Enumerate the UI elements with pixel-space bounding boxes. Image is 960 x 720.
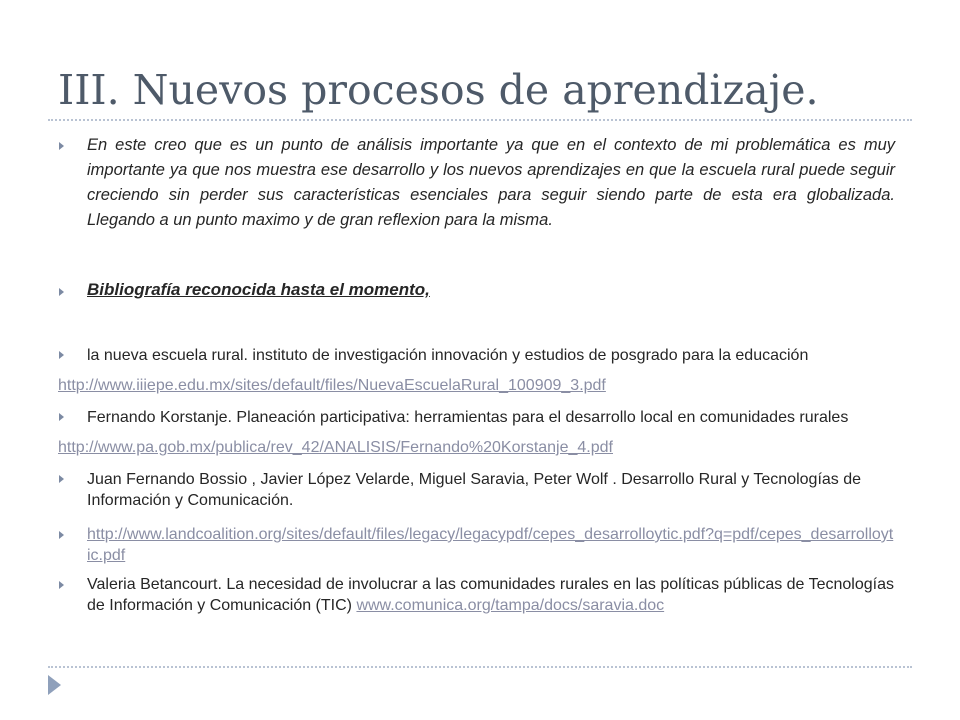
bullet-icon [59, 581, 64, 589]
reference-link[interactable]: http://www.landcoalition.org/sites/default/files/legacy/legacypdf/cepes_desarrolloytic.pdf?q=pdf/cepes_desarrolloytic.pdf [87, 526, 894, 564]
slide-corner-arrow-icon [48, 675, 61, 695]
reference-text: Valeria Betancourt. La necesidad de involucrar a las comunidades rurales en las políticas públicas de Tecnologías de Información y Comunicación (TIC) [87, 576, 894, 614]
bullet-icon [59, 351, 64, 359]
bibliography-heading: Bibliografía reconocida hasta el momento, [87, 280, 430, 299]
reference-text: Juan Fernando Bossio , Javier López Velarde, Miguel Saravia, Peter Wolf . Desarrollo Rural y Tecnologías de Información y Comunicación. [87, 471, 862, 509]
bullet-icon [59, 413, 64, 421]
bullet-icon [59, 531, 64, 539]
reference-text-block [87, 574, 895, 616]
bullet-icon [59, 142, 64, 150]
reference-text: la nueva escuela rural. instituto de investigación innovación y estudios de posgrado para la educación [87, 347, 809, 364]
bottom-divider [48, 666, 912, 668]
reference-link-block [87, 524, 895, 566]
bullet-icon [59, 288, 64, 296]
reference-link[interactable]: http://www.pa.gob.mx/publica/rev_42/ANALISIS/Fernando%20Korstanje_4.pdf [58, 439, 613, 456]
intro-paragraph: En este creo que es un punto de análisis importante ya que en el contexto de mi problemática es muy importante ya que nos muestra ese desarrollo y los nuevos aprendizajes en que la escuela rural puede seguir creciendo sin perder sus características esenciales para seguir siendo parte de esta era globalizada. Llegando a un punto maximo y de gran reflexion para la misma. [87, 136, 895, 229]
bullet-icon [59, 475, 64, 483]
slide-title: III. Nuevos procesos de aprendizaje. [58, 66, 819, 114]
reference-text: Fernando Korstanje. Planeación participativa: herramientas para el desarrollo local en comunidades rurales [87, 409, 849, 426]
top-divider [48, 119, 912, 121]
reference-link[interactable]: www.comunica.org/tampa/docs/saravia.doc [356, 597, 665, 614]
reference-link[interactable]: http://www.iiiepe.edu.mx/sites/default/files/NuevaEscuelaRural_100909_3.pdf [58, 377, 606, 394]
